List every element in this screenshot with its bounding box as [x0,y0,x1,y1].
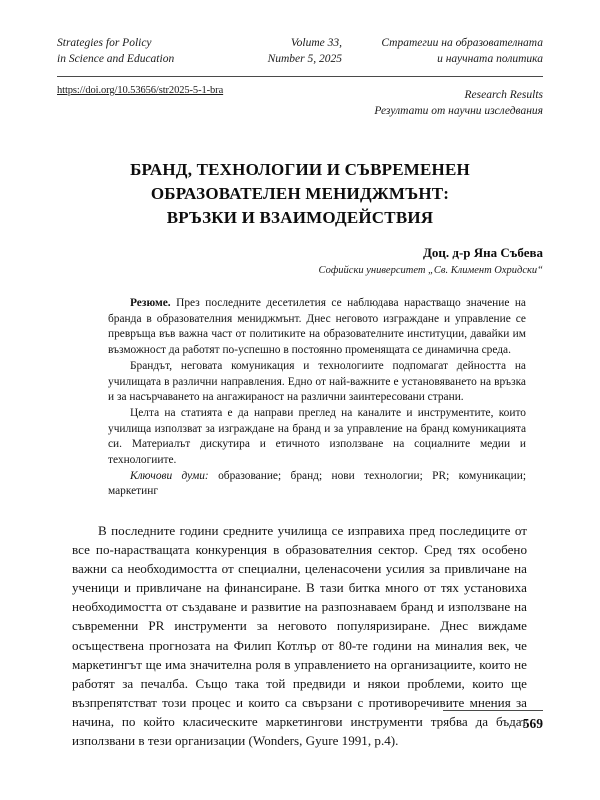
abstract-paragraph-3: Целта на статията е да направи преглед на каналите и инструментите, които училища използват за изграждане на бранд и за управление на бранд комуникацията си. Материалът дискутира и етичното използване на социалните медии и технологиите. [108,406,526,467]
abstract-paragraph-1 [108,296,526,359]
article-title-line2: ОБРАЗОВАТЕЛЕН МЕНИДЖМЪНТ: [150,184,450,203]
issue-year-line: Number 5, 2025 [267,52,342,65]
section-label-bg: Резултати от научни изследвания [374,104,543,117]
journal-title-en-line1: Strategies for Policy [57,37,152,49]
page-number: 569 [522,716,543,731]
journal-title-bg [347,36,543,67]
doi-link[interactable]: https://doi.org/10.53656/str2025-5-1-bra [57,85,224,96]
article-title-line3: ВРЪЗКИ И ВЗАИМОДЕЙСТВИЯ [166,208,434,227]
masthead [57,36,543,67]
journal-title-en [57,36,217,67]
body-paragraph-1: В последните години средните училища се изправиха пред последиците от все по-нарастващата конкуренция в образователния сектор. Сред тях особено важни са необходимостта от специални, целенасочени усилия за привличане на ученици и привличане на финансиране. В тази битка много от тях установиха необходимостта от създаване и развитие на разпознаваем бранд и използване на съвременни PR инструменти за неговото популяризиране. Днес виждаме осъществена прогнозата на Филип Котлър от 80-те години на миналия век, че маркетингът ще има значителна роля в управлението на организациите, които не работят за печалба. Също така той предвиди и някои проблеми, които ще възпрепятстват този процес и които са свързани с противоречивите мнения за начина, по който класическите маркетингови инструменти трябва да бъдат използвани в тези организации (Wonders, Gyure 1991, p.4). [72,523,527,749]
body-text-block [72,521,527,750]
section-label-en: Research Results [464,89,543,101]
article-title-line1: БРАНД, ТЕХНОЛОГИИ И СЪВРЕМЕНЕН [130,160,470,179]
volume-line: Volume 33, [290,37,342,49]
author-affiliation: Софийски университет „Св. Климент Охридски“ [318,265,543,276]
keywords-label: Ключови думи: [130,469,209,482]
author-name: Доц. д-р Яна Събева [422,245,543,260]
abstract-paragraph-2: Брандът, неговата комуникация и технологиите подпомагат дейността на училищата в различни направления. Едно от най-важните е установяването на връзка и за насърчаването на ангажираност на различни заинтересовани страни. [108,359,526,404]
volume-issue [222,36,342,67]
article-title [70,158,530,230]
masthead-divider [57,76,543,77]
keywords-line [108,469,526,500]
section-label [374,88,543,119]
journal-title-en-line2: in Science and Education [57,52,175,65]
abstract-paragraph-1-text: През последните десетилетия се наблюдава нарастващо значение на бранда в образователния мениджмънт. Днес неговото изграждане и управление се превръща във важна част от политиките на образователните институции, давайки им възможност да работят по-успешно в постоянно променящата се динамична среда. [108,297,526,357]
abstract-block [108,296,526,500]
journal-title-bg-line1: Стратегии на образователната [381,37,543,49]
keywords-value: образование; бранд; нови технологии; PR; комуникации; маркетинг [108,469,527,498]
footer-divider [443,710,543,711]
abstract-lead-label: Резюме. [130,297,171,309]
journal-title-bg-line2: и научната политика [437,52,543,65]
